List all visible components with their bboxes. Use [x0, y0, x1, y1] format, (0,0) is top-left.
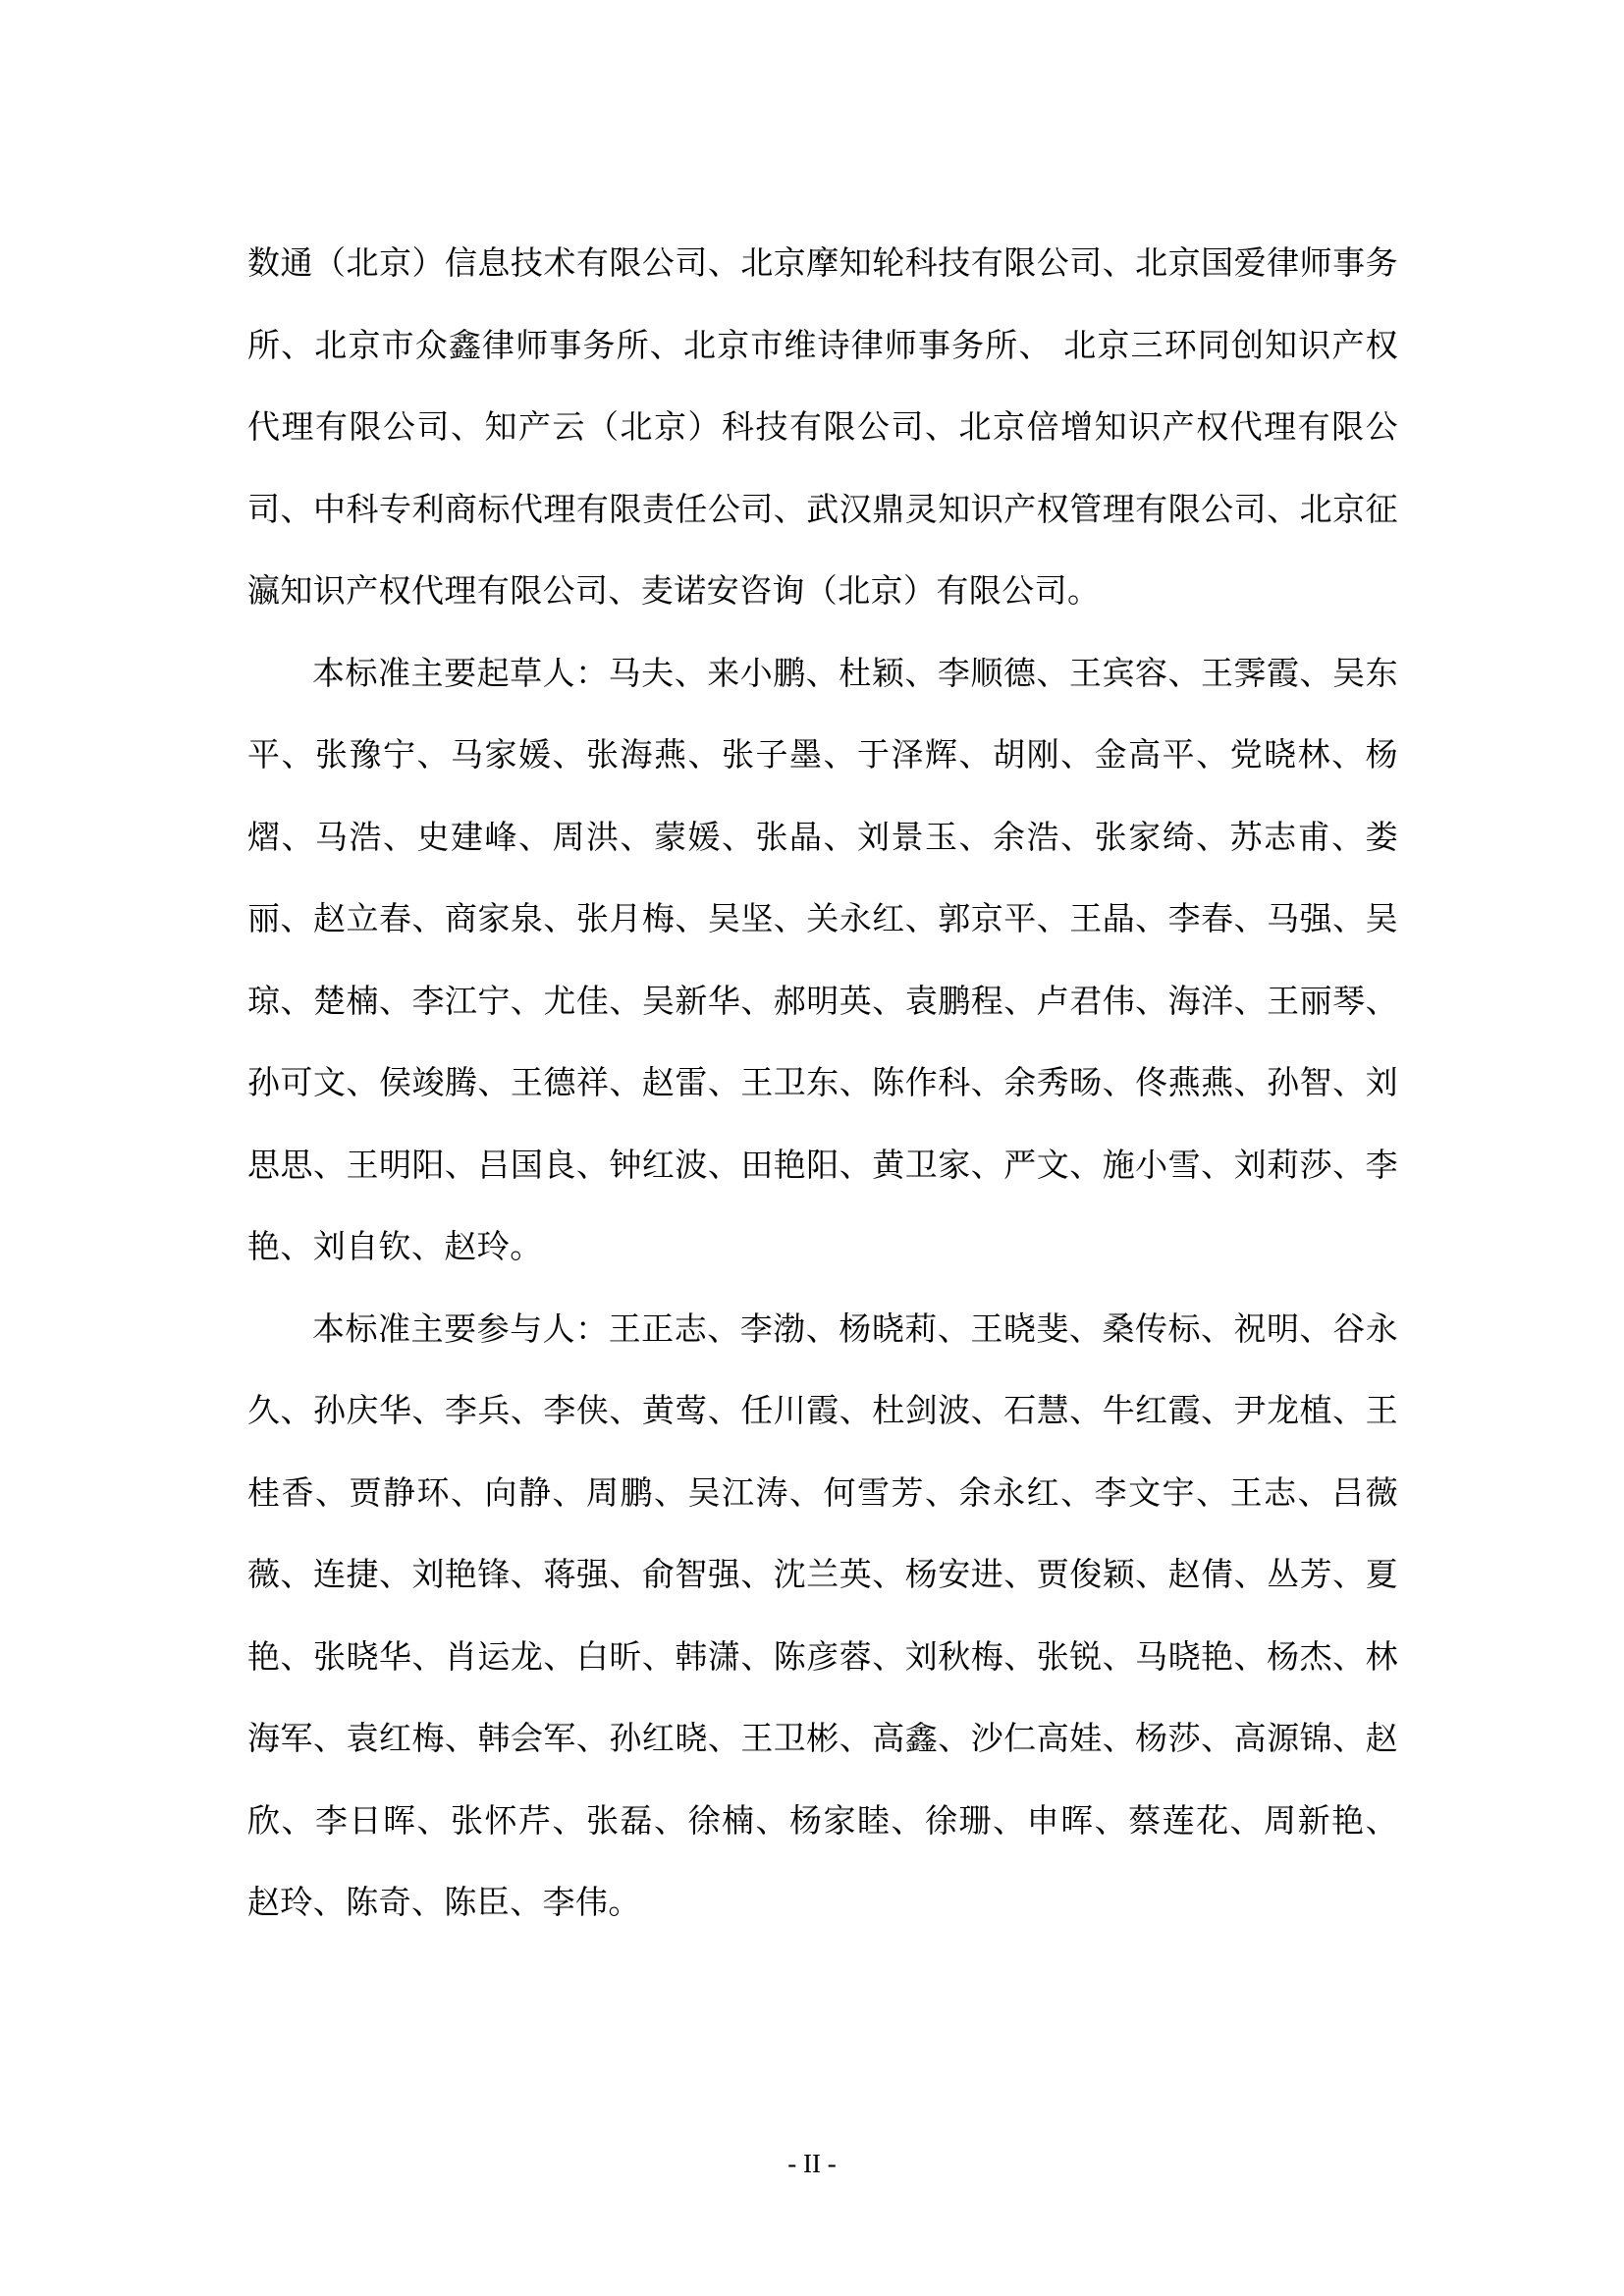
- paragraph-drafting-units: 数通（北京）信息技术有限公司、北京摩知轮科技有限公司、北京国爱律师事务所、北京市众鑫律师事务所、北京市维诗律师事务所、 北京三环同创知识产权代理有限公司、知产云（北京）科技有限公司、北京倍增知识产权代理有限公司、中科专利商标代理有限责任公司、武汉鼎灵知识产权管理有限公司、北京征瀛知识产权代理有限公司、麦诺安咨询（北京）有限公司。: [247, 243, 1398, 610]
- page-number: - II -: [787, 2149, 837, 2178]
- document-body: [247, 222, 1398, 1944]
- paragraph-main-participants: 本标准主要参与人：王正志、李渤、杨晓莉、王晓斐、桑传标、祝明、谷永久、孙庆华、李兵、李侠、黄莺、任川霞、杜剑波、石慧、牛红霞、尹龙植、王桂香、贾静环、向静、周鹏、吴江涛、何雪芳、余永红、李文宇、王志、吕薇薇、连捷、刘艳锋、蒋强、俞智强、沈兰英、杨安进、贾俊颖、赵倩、丛芳、夏艳、张晓华、肖运龙、白昕、韩潇、陈彦蓉、刘秋梅、张锐、马晓艳、杨杰、林海军、袁红梅、韩会军、孙红晓、王卫彬、高鑫、沙仁高娃、杨莎、高源锦、赵欣、李日晖、张怀芹、张磊、徐楠、杨家睦、徐珊、申晖、蔡莲花、周新艳、 赵玲、陈奇、陈臣、李伟。: [247, 1308, 1398, 1921]
- paragraph-main-drafters: 本标准主要起草人：马夫、来小鹏、杜颖、李顺德、王宾容、王霁霞、吴东平、张豫宁、马家媛、张海燕、张子墨、于泽辉、胡刚、金高平、党晓林、杨熠、马浩、史建峰、周洪、蒙媛、张晶、刘景玉、余浩、张家绮、苏志甫、娄丽、赵立春、商家泉、张月梅、吴坚、关永红、郭京平、王晶、李春、马强、吴琼、楚楠、李江宁、尤佳、吴新华、郝明英、袁鹏程、卢君伟、海洋、王丽琴、孙可文、侯竣腾、王德祥、赵雷、王卫东、陈作科、余秀旸、佟燕燕、孙智、刘思思、王明阳、吕国良、钟红波、田艳阳、黄卫家、严文、施小雪、刘莉莎、李艳、刘自钦、赵玲。: [247, 653, 1398, 1265]
